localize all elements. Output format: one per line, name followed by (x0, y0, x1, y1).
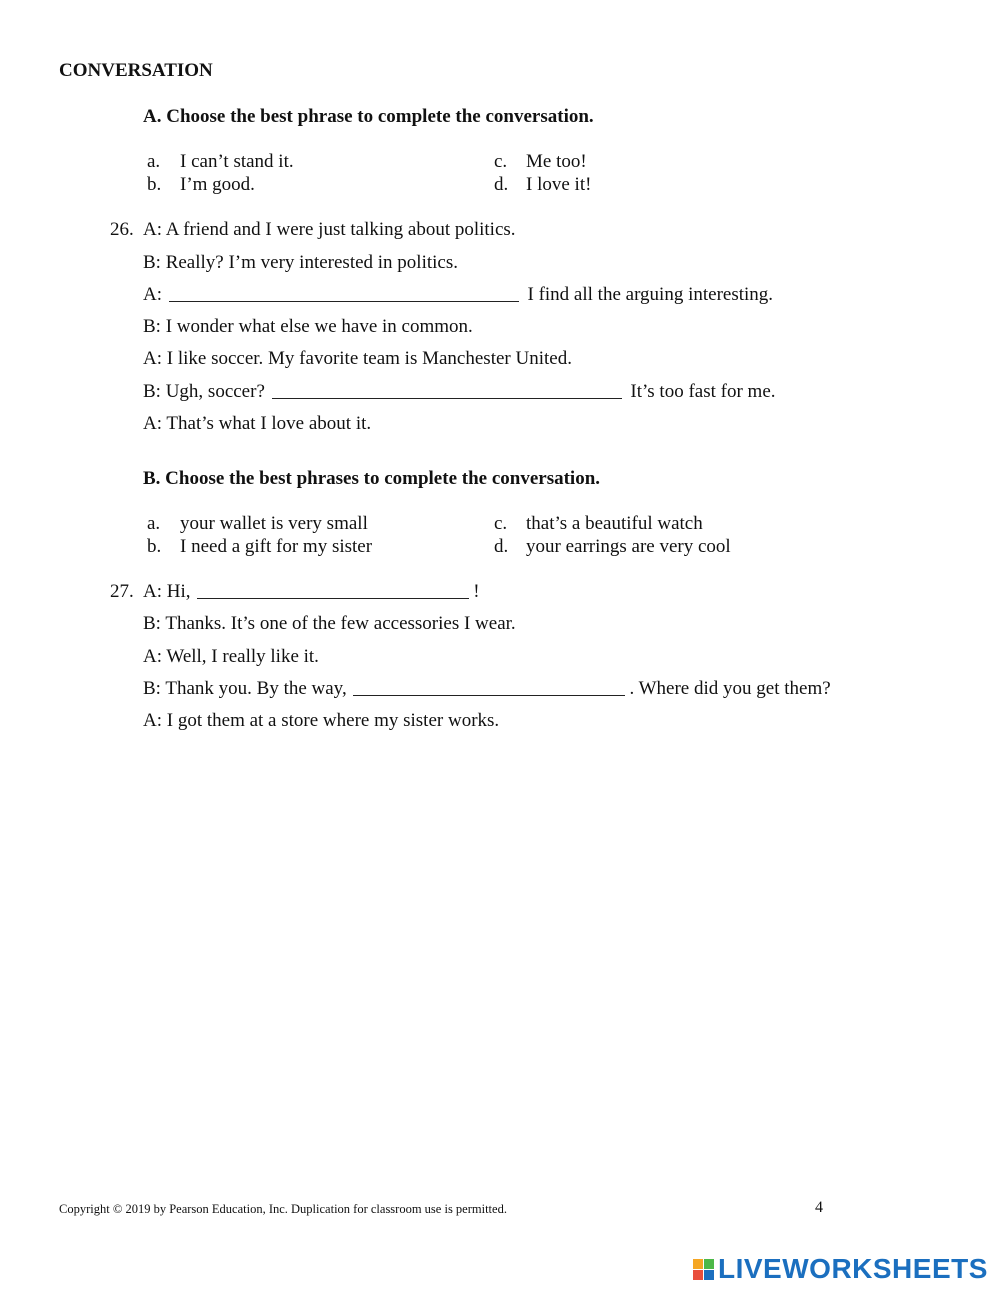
part-a-option-letter: a. (147, 151, 161, 172)
logo-square (693, 1259, 703, 1269)
dialogue-text: . Where did you get them? (629, 678, 831, 699)
dialogue-text: B: Thank you. By the way, (143, 678, 347, 699)
part-a-option-letter: b. (147, 174, 162, 195)
part-a-instruction: A. Choose the best phrase to complete the conversation. (143, 106, 594, 127)
part-a-option-text: I’m good. (180, 174, 255, 195)
answer-blank[interactable] (272, 397, 622, 399)
logo-text: LIVEWORKSHEETS (718, 1253, 988, 1284)
part-b-option-text: your wallet is very small (180, 513, 368, 534)
dialogue-text: A: (143, 284, 162, 305)
part-b-option-text: that’s a beautiful watch (526, 513, 703, 534)
dialogue-text: A: Hi, (143, 581, 191, 602)
dialogue-line: B: Thanks. It’s one of the few accessories I wear. (143, 613, 516, 634)
question-number: 26. (110, 219, 134, 240)
dialogue-line: A: Well, I really like it. (143, 646, 319, 667)
part-b-option-letter: b. (147, 536, 162, 557)
dialogue-line: A: I like soccer. My favorite team is Manchester United. (143, 348, 572, 369)
answer-blank[interactable] (353, 694, 625, 696)
logo-square (693, 1270, 703, 1280)
dialogue-text: It’s too fast for me. (630, 381, 776, 402)
dialogue-line: B: Really? I’m very interested in politics. (143, 252, 459, 273)
liveworksheets-logo[interactable] (693, 1254, 988, 1284)
dialogue-text: ! (473, 581, 480, 602)
logo-squares-icon (693, 1259, 714, 1280)
logo-square (704, 1270, 714, 1280)
dialogue-line: B: I wonder what else we have in common. (143, 316, 473, 337)
part-a-option-text: Me too! (526, 151, 587, 172)
section-title: CONVERSATION (59, 60, 213, 81)
logo-square (704, 1259, 714, 1269)
answer-blank[interactable] (169, 300, 519, 302)
answer-blank[interactable] (197, 597, 469, 599)
part-a-option-letter: d. (494, 174, 509, 195)
dialogue-line: A: A friend and I were just talking about politics. (143, 219, 516, 240)
part-a-option-text: I love it! (526, 174, 592, 195)
dialogue-line-with-blank (143, 381, 776, 403)
part-b-option-letter: a. (147, 513, 161, 534)
copyright-footer: Copyright © 2019 by Pearson Education, Inc. Duplication for classroom use is permitted. (59, 1202, 507, 1216)
part-b-option-text: I need a gift for my sister (180, 536, 373, 557)
dialogue-line-with-blank (143, 581, 480, 603)
dialogue-line-with-blank (143, 678, 831, 700)
part-b-instruction: B. Choose the best phrases to complete the conversation. (143, 468, 601, 489)
dialogue-line-with-blank (143, 284, 773, 306)
dialogue-text: I find all the arguing interesting. (527, 284, 774, 305)
dialogue-line: A: I got them at a store where my sister works. (143, 710, 500, 731)
question-number: 27. (110, 581, 134, 602)
part-b-option-text: your earrings are very cool (526, 536, 731, 557)
dialogue-text: B: Ugh, soccer? (143, 381, 265, 402)
part-b-option-letter: c. (494, 513, 508, 534)
part-a-option-letter: c. (494, 151, 508, 172)
part-a-option-text: I can’t stand it. (180, 151, 294, 172)
dialogue-line: A: That’s what I love about it. (143, 413, 372, 434)
page-number: 4 (815, 1199, 823, 1216)
part-b-option-letter: d. (494, 536, 509, 557)
